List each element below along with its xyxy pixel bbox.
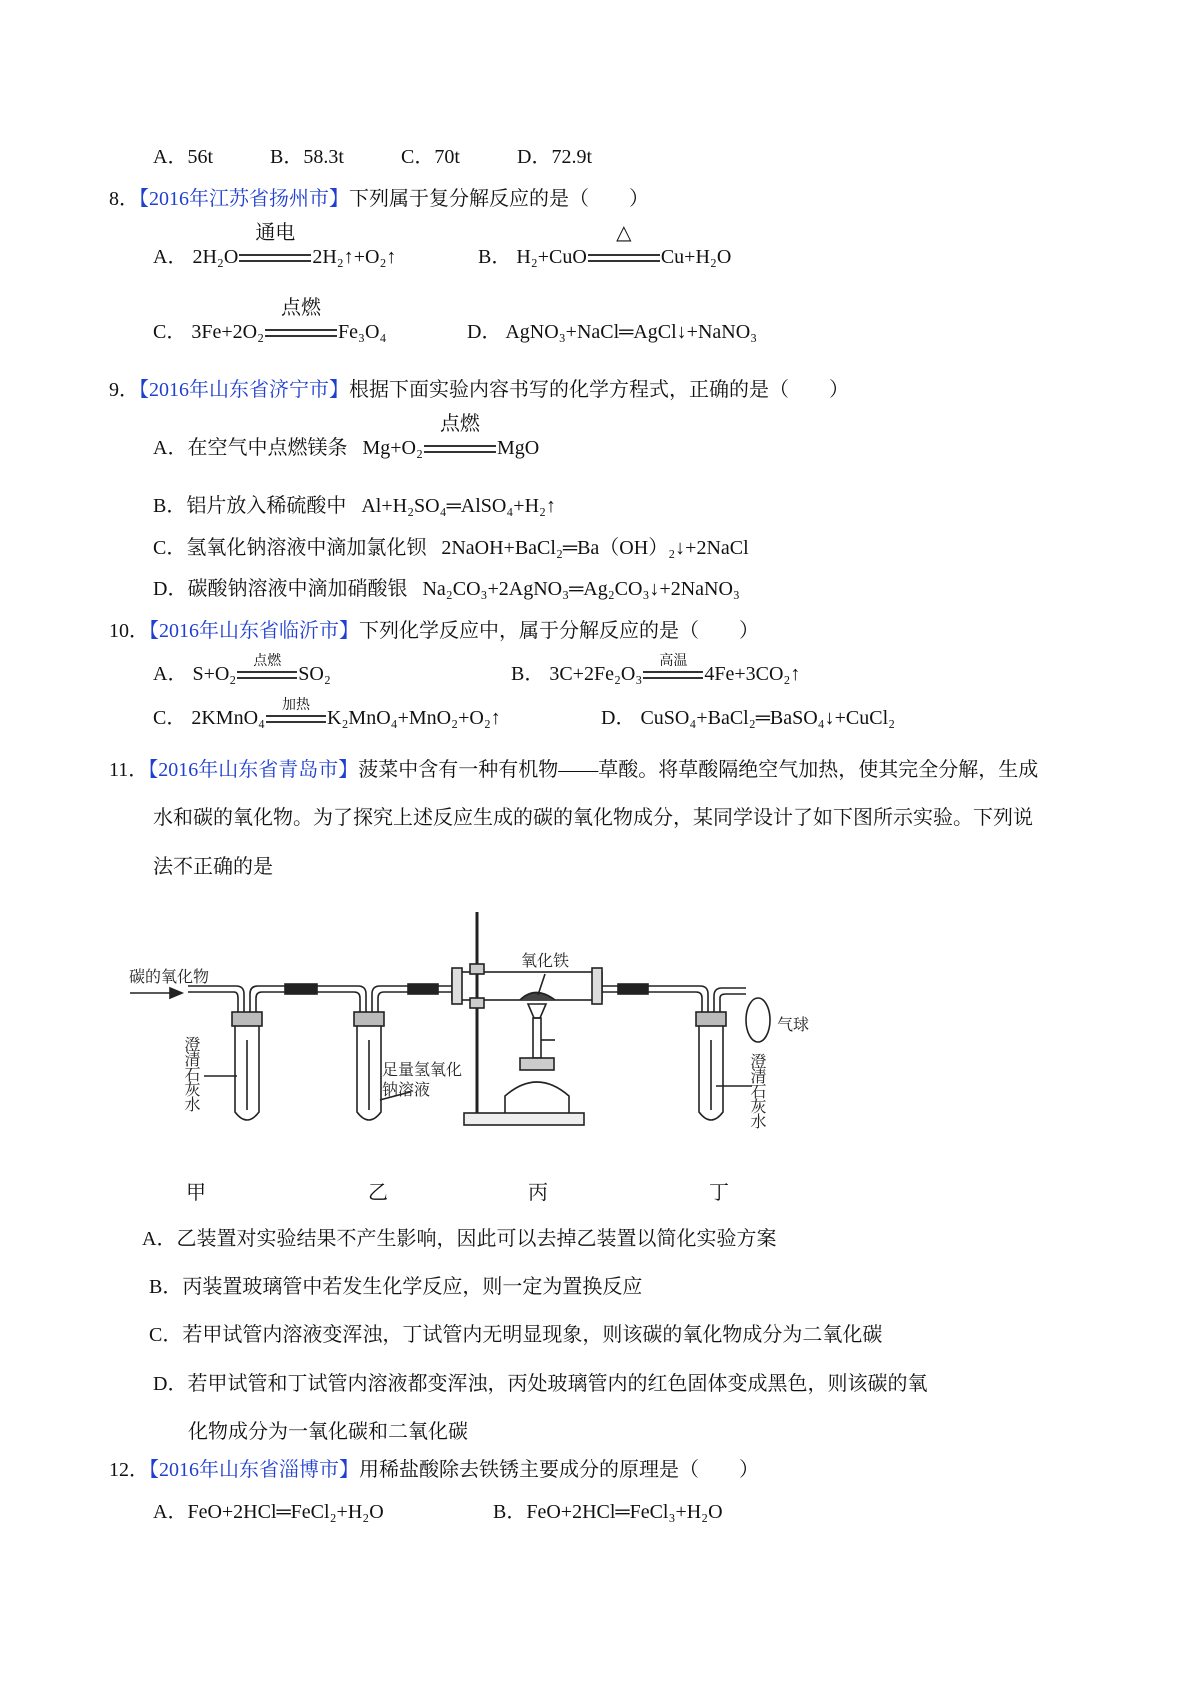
q7-option-c: C．70t bbox=[401, 146, 460, 168]
reaction-condition bbox=[587, 220, 661, 269]
reaction-condition bbox=[642, 653, 704, 686]
caption-jia: 甲 bbox=[186, 1180, 206, 1204]
question-source: 【2016年山东省临沂市】 bbox=[149, 620, 359, 642]
balloon bbox=[746, 998, 770, 1042]
q9-option-c bbox=[153, 536, 749, 560]
option-label: C． bbox=[153, 707, 187, 729]
double-line bbox=[237, 671, 297, 679]
q11-option-c: C．若甲试管内溶液变浑浊，丁试管内无明显现象，则该碳的氧化物成分为二氧化碳 bbox=[149, 1324, 883, 1346]
reactants: 3C+2Fe₂O₃ bbox=[549, 663, 643, 685]
question-number: 8． bbox=[109, 188, 139, 210]
question-source: 【2016年山东省淄博市】 bbox=[149, 1459, 359, 1481]
option-label: A． bbox=[153, 246, 188, 268]
test-tube-jia bbox=[204, 1012, 262, 1120]
equation: AgNO₃+NaCl═AgCl↓+NaNO₃ bbox=[505, 321, 758, 343]
question-text: 用稀盐酸除去铁锈主要成分的原理是（ ） bbox=[359, 1459, 759, 1481]
condition-text: 通电 bbox=[255, 220, 296, 244]
products: SO₂ bbox=[298, 663, 331, 685]
equation: CuSO₄+BaCl₂═BaSO₄↓+CuCl₂ bbox=[640, 707, 896, 729]
option-label: B． bbox=[493, 1501, 527, 1523]
equation: FeO+2HCl═FeCl₃+H₂O bbox=[526, 1501, 723, 1523]
option-label: D． bbox=[153, 578, 188, 600]
reactants: H₂+CuO bbox=[516, 246, 587, 268]
q10-stem bbox=[109, 619, 759, 643]
option-label: B． bbox=[153, 495, 187, 517]
test-tube-yi bbox=[354, 1012, 410, 1120]
question-number: 9． bbox=[109, 379, 139, 401]
q9-option-a bbox=[153, 411, 540, 460]
equation: 2NaOH+BaCl₂═Ba（OH）₂↓+2NaCl bbox=[441, 537, 749, 559]
condition-text: 点燃 bbox=[253, 653, 282, 669]
double-line bbox=[588, 254, 660, 262]
condition-text: 点燃 bbox=[439, 411, 480, 435]
option-description: 氢氧化钠溶液中滴加氯化钡 bbox=[186, 537, 427, 559]
q11-option-b: B．丙装置玻璃管中若发生化学反应，则一定为置换反应 bbox=[149, 1276, 643, 1298]
label-balloon: 气球 bbox=[777, 1015, 810, 1034]
reaction-condition bbox=[423, 411, 497, 460]
double-line bbox=[643, 671, 703, 679]
q9-option-d bbox=[153, 577, 740, 601]
reaction-condition bbox=[236, 653, 298, 686]
q8-option-c bbox=[153, 295, 387, 344]
q7-option-b: B．58.3t bbox=[270, 146, 344, 168]
double-line bbox=[239, 254, 311, 262]
iron-stand bbox=[464, 912, 584, 1125]
q9-stem bbox=[109, 378, 849, 402]
question-number: 10． bbox=[109, 620, 149, 642]
question-text: 根据下面实验内容书写的化学方程式，正确的是（ ） bbox=[349, 379, 849, 401]
q8-stem bbox=[109, 187, 649, 211]
condition-text: 加热 bbox=[282, 697, 310, 713]
q10-option-d bbox=[601, 706, 895, 730]
label-naoh-solution: 足量氢氧化钠溶液 bbox=[382, 1060, 463, 1099]
q9-option-b bbox=[153, 494, 556, 518]
option-description: 在空气中点燃镁条 bbox=[187, 437, 348, 459]
pipes bbox=[188, 984, 746, 1012]
equation: Al+H₂SO₄═AlSO₄+H₂↑ bbox=[361, 495, 556, 517]
question-text: 下列化学反应中，属于分解反应的是（ ） bbox=[359, 620, 759, 642]
q12-stem bbox=[109, 1458, 759, 1482]
reactants: S+O₂ bbox=[192, 663, 237, 685]
option-label: D． bbox=[467, 321, 502, 343]
products: MgO bbox=[496, 437, 540, 459]
double-line bbox=[265, 329, 337, 337]
option-label: C． bbox=[153, 537, 187, 559]
question-number: 11． bbox=[109, 759, 149, 781]
label-limewater-ding: 澄清石灰水 bbox=[748, 1053, 767, 1128]
inlet-arrow bbox=[130, 988, 182, 998]
option-description: 碳酸钠溶液中滴加硝酸银 bbox=[187, 578, 408, 600]
option-label: B． bbox=[478, 246, 512, 268]
option-label: B． bbox=[511, 663, 545, 685]
reaction-condition bbox=[238, 220, 312, 269]
question-text: 下列属于复分解反应的是（ ） bbox=[349, 188, 649, 210]
label-iron-oxide: 氧化铁 bbox=[521, 951, 570, 970]
caption-ding: 丁 bbox=[709, 1180, 729, 1204]
double-line bbox=[424, 445, 496, 453]
question-source: 【2016年江苏省扬州市】 bbox=[139, 188, 349, 210]
q10-option-b bbox=[511, 653, 801, 686]
option-label: A． bbox=[153, 663, 188, 685]
q10-option-c bbox=[153, 697, 501, 730]
reactants: 3Fe+2O₂ bbox=[191, 321, 265, 343]
reactants: 2H₂O bbox=[192, 246, 239, 268]
q11-stem bbox=[109, 758, 1038, 782]
test-tube-ding bbox=[696, 1012, 752, 1120]
products: 4Fe+3CO₂↑ bbox=[704, 663, 801, 685]
q8-option-a bbox=[153, 220, 397, 269]
q12-option-a bbox=[153, 1500, 384, 1524]
q11-option-d: D．若甲试管和丁试管内溶液都变浑浊，丙处玻璃管内的红色固体变成黑色，则该碳的氧 bbox=[153, 1373, 928, 1395]
reaction-condition bbox=[264, 295, 338, 344]
option-label: A． bbox=[153, 437, 188, 459]
question-source: 【2016年山东省青岛市】 bbox=[148, 759, 359, 781]
q12-option-b bbox=[493, 1500, 723, 1524]
caption-bing: 丙 bbox=[528, 1180, 548, 1204]
caption-yi: 乙 bbox=[368, 1180, 388, 1204]
condition-text: 高温 bbox=[659, 653, 688, 669]
condition-text: 点燃 bbox=[281, 295, 322, 319]
label-limewater-jia: 澄清石灰水 bbox=[182, 1036, 201, 1111]
products: K₂MnO₄+MnO₂+O₂↑ bbox=[327, 707, 501, 729]
reactants: 2KMnO₄ bbox=[191, 707, 265, 729]
products: Fe₃O₄ bbox=[338, 321, 387, 343]
question-source: 【2016年山东省济宁市】 bbox=[139, 379, 349, 401]
q11-stem-line-2: 水和碳的氧化物。为了探究上述反应生成的碳的氧化物成分，某同学设计了如下图所示实验。下列说 bbox=[153, 807, 1033, 829]
option-label: A． bbox=[153, 1501, 188, 1523]
q8-option-d bbox=[467, 320, 757, 344]
alcohol-lamp bbox=[505, 1004, 569, 1113]
q11-stem-line-3: 法不正确的是 bbox=[153, 856, 273, 878]
question-number: 12． bbox=[109, 1459, 149, 1481]
label-carbon-oxide: 碳的氧化物 bbox=[129, 967, 210, 986]
option-label: D． bbox=[601, 707, 636, 729]
reactants: Mg+O₂ bbox=[362, 437, 423, 459]
reaction-condition bbox=[265, 697, 327, 730]
q8-option-b bbox=[478, 220, 732, 269]
option-label: C． bbox=[153, 321, 187, 343]
q7-option-d: D．72.9t bbox=[517, 146, 592, 168]
q11-option-d-continued: 化物成分为一氧化碳和二氧化碳 bbox=[188, 1421, 468, 1443]
q10-option-a bbox=[153, 653, 331, 686]
products: 2H₂↑+O₂↑ bbox=[312, 246, 397, 268]
question-text: 菠菜中含有一种有机物——草酸。将草酸隔绝空气加热，使其完全分解，生成 bbox=[358, 759, 1039, 781]
double-line bbox=[266, 715, 326, 723]
glass-tube-bing bbox=[452, 968, 602, 1004]
equation: FeO+2HCl═FeCl₂+H₂O bbox=[187, 1501, 384, 1523]
option-description: 铝片放入稀硫酸中 bbox=[186, 495, 347, 517]
q7-option-a: A．56t bbox=[153, 146, 213, 168]
equation: Na₂CO₃+2AgNO₃═Ag₂CO₃↓+2NaNO₃ bbox=[422, 578, 740, 600]
products: Cu+H₂O bbox=[660, 246, 732, 268]
q11-option-a: A．乙装置对实验结果不产生影响，因此可以去掉乙装置以简化实验方案 bbox=[142, 1228, 777, 1250]
condition-text: △ bbox=[616, 220, 632, 244]
